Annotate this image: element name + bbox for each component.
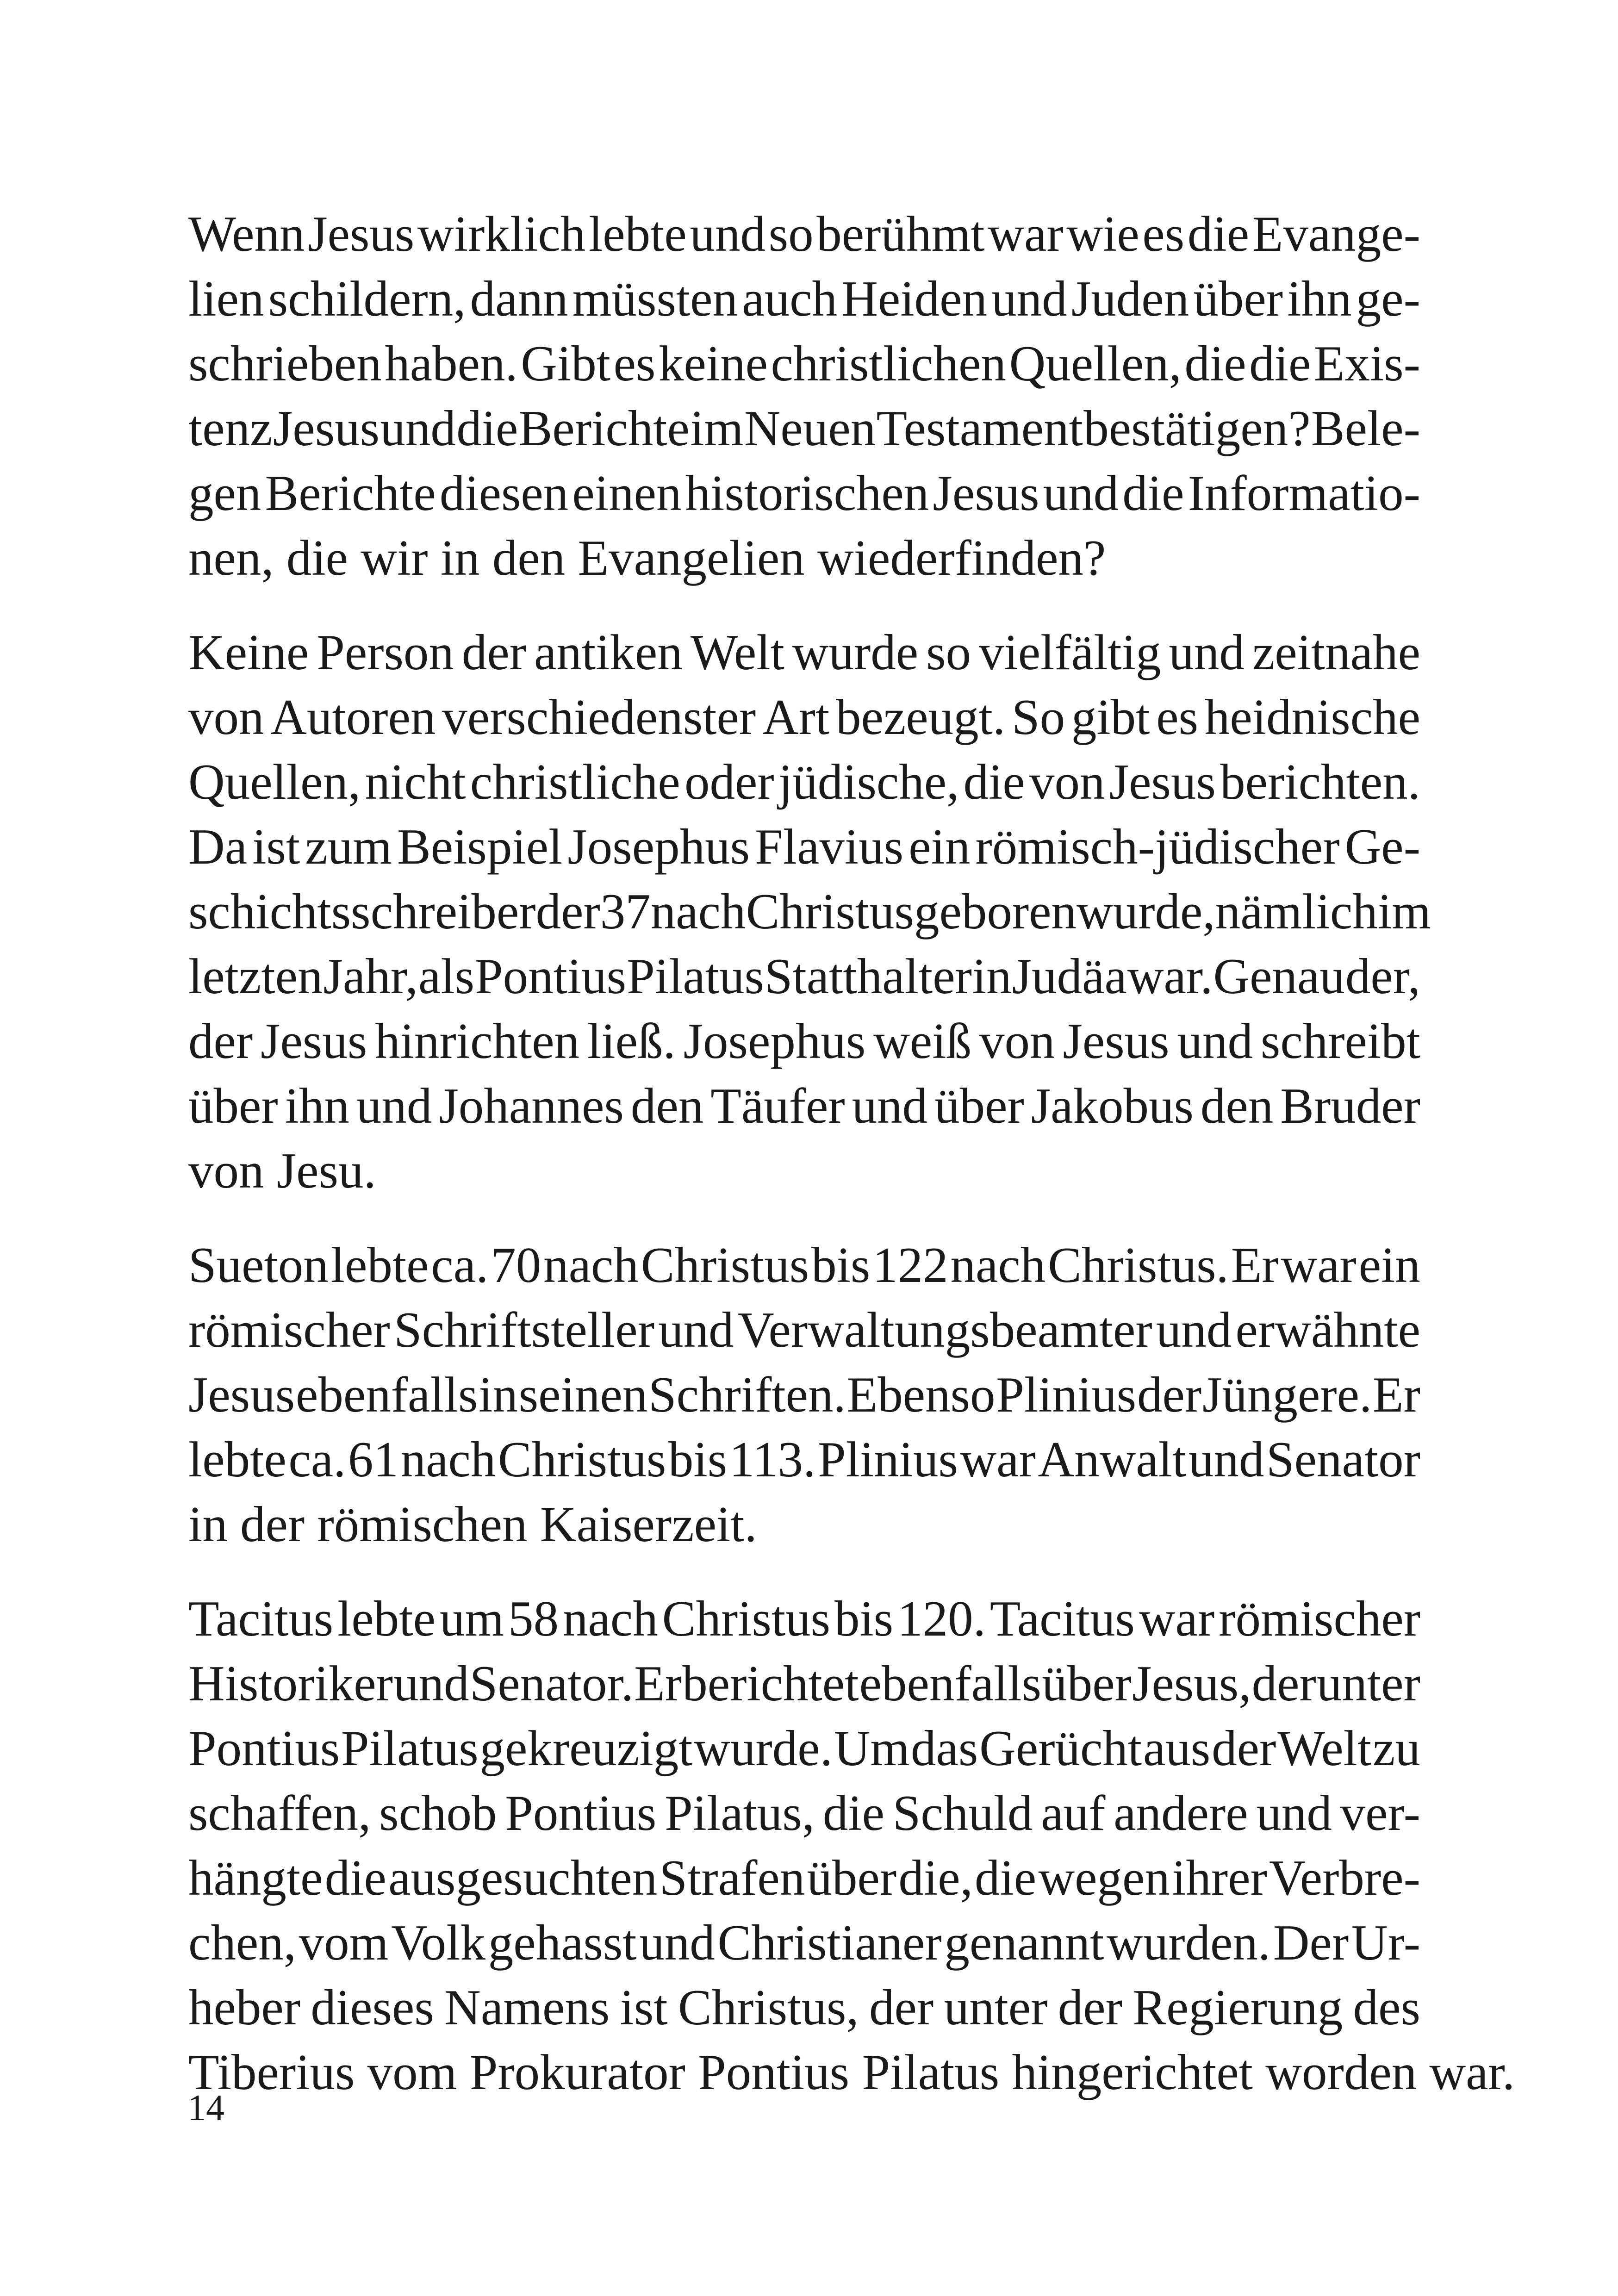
text-line: lebte ca. 61 nach Christus bis 113. Plinius war Anwalt und Senator [188, 1431, 1420, 1487]
text-line: hängte die ausgesuchten Strafen über die, die wegen ihrer Verbre- [188, 1850, 1420, 1906]
text-line: Tiberius vom Prokurator Pontius Pilatus hingerichtet worden war. [188, 2044, 1515, 2100]
text-line: Keine Person der antiken Welt wurde so vielfältig und zeitnahe [188, 624, 1420, 680]
text-line: Pontius Pilatus gekreuzigt wurde. Um das Gerücht aus der Welt zu [188, 1720, 1420, 1776]
text-line: schichtsschreiber der 37 nach Christus geboren wurde, nämlich im [188, 884, 1431, 940]
text-line: über ihn und Johannes den Täufer und über Jakobus den Bruder [188, 1078, 1420, 1134]
text-line: schaffen, schob Pontius Pilatus, die Schuld auf andere und ver- [188, 1785, 1420, 1841]
text-line: der Jesus hinrichten ließ. Josephus weiß von Jesus und schreibt [188, 1013, 1420, 1069]
text-line: Tacitus lebte um 58 nach Christus bis 120. Tacitus war römischer [188, 1591, 1420, 1647]
text-line: chen, vom Volk gehasst und Christianer genannt wurden. Der Ur- [188, 1915, 1420, 1971]
paragraph [188, 202, 1420, 591]
text-line: Quellen, nicht christliche oder jüdische, die von Jesus berichten. [188, 754, 1420, 810]
text-line: Sueton lebte ca. 70 nach Christus bis 122 nach Christus. Er war ein [188, 1237, 1420, 1293]
text-line: lien schildern, dann müssten auch Heiden und Juden über ihn ge- [188, 271, 1420, 327]
body-text [188, 202, 1515, 2105]
text-line: von Autoren verschiedenster Art bezeugt. So gibt es heidnische [188, 689, 1420, 745]
text-line: von Jesu. [188, 1143, 376, 1199]
text-line: heber dieses Namens ist Christus, der unter der Regierung des [188, 1979, 1420, 2035]
text-line: Historiker und Senator. Er berichtet ebenfalls über Jesus, der unter [188, 1655, 1420, 1711]
paragraph [188, 1233, 1420, 1557]
text-line: in der römischen Kaiserzeit. [188, 1496, 757, 1552]
text-line: Jesus ebenfalls in seinen Schriften. Ebenso Plinius der Jüngere. Er [188, 1367, 1420, 1423]
page-number: 14 [187, 2088, 224, 2128]
paragraph [188, 620, 1431, 1203]
text-line: Da ist zum Beispiel Josephus Flavius ein römisch-jüdischer Ge- [188, 819, 1420, 875]
text-line: schrieben haben. Gibt es keine christlichen Quellen, die die Exis- [188, 336, 1420, 392]
text-line: gen Berichte diesen einen historischen Jesus und die Informatio- [188, 465, 1420, 521]
text-line: Wenn Jesus wirklich lebte und so berühmt war wie es die Evange- [188, 206, 1420, 262]
text-line: tenz Jesus und die Berichte im Neuen Testament bestätigen? Bele- [188, 400, 1420, 456]
text-line: römischer Schriftsteller und Verwaltungsbeamter und erwähnte [188, 1302, 1420, 1358]
paragraph [188, 1587, 1515, 2105]
text-line: nen, die wir in den Evangelien wiederfinden? [188, 530, 1106, 586]
text-line: letzten Jahr, als Pontius Pilatus Statthalter in Judäa war. Genau der, [188, 948, 1420, 1004]
